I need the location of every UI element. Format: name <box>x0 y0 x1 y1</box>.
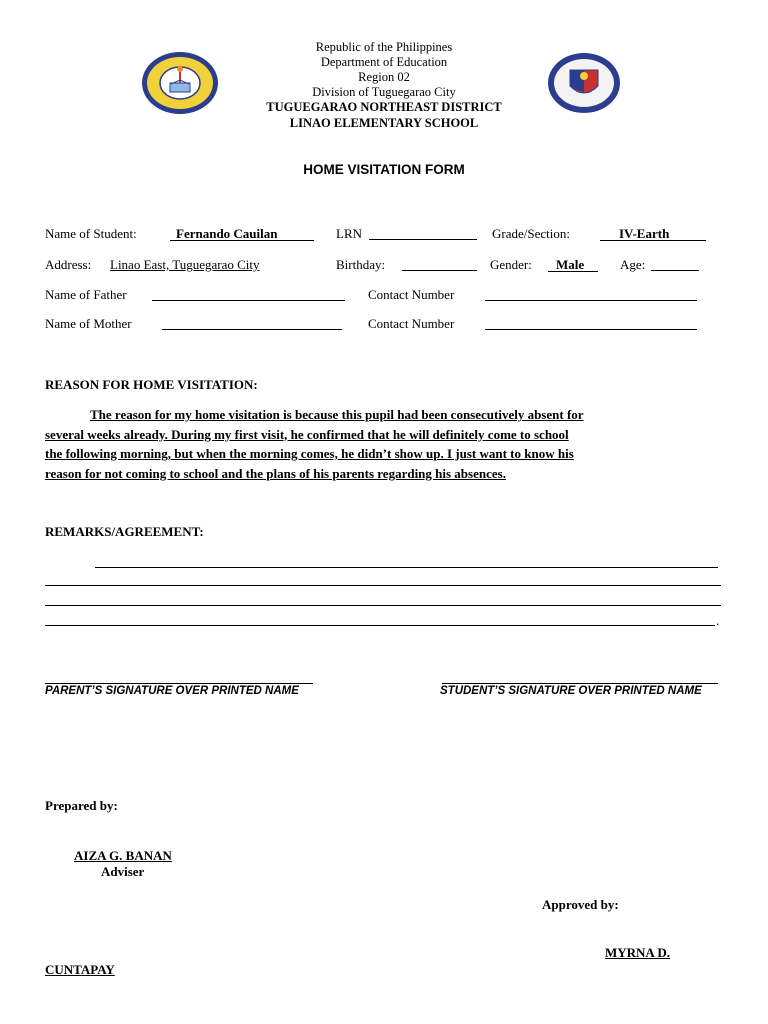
remarks-heading: REMARKS/AGREEMENT: <box>45 524 204 539</box>
reason-line: several weeks already. During my first visit, he confirmed that he will definitely come to school <box>45 426 569 442</box>
prepared-role: Adviser <box>101 864 145 879</box>
mother-label: Name of Mother <box>45 316 132 331</box>
remarks-line <box>95 567 718 568</box>
parent-signature-label: PARENT’S SIGNATURE OVER PRINTED NAME <box>45 685 299 697</box>
reason-line: reason for not coming to school and the plans of his parents regarding his absences. <box>45 465 506 481</box>
remarks-line <box>45 585 721 586</box>
reason-heading: REASON FOR HOME VISITATION: <box>45 377 258 392</box>
header-division: Division of Tuguegarao City <box>312 85 456 99</box>
reason-line: the following morning, but when the morning comes, he didn’t show up. I just want to know his <box>45 446 574 461</box>
contact-label-2: Contact Number <box>368 316 455 331</box>
address-label: Address: <box>45 257 92 272</box>
header-district: TUGUEGARAO NORTHEAST DISTRICT <box>266 100 502 114</box>
approved-label: Approved by: <box>542 897 619 912</box>
gender-value: Male <box>556 257 585 272</box>
header-region: Region 02 <box>358 70 410 84</box>
prepared-name: AIZA G. BANAN <box>74 848 172 863</box>
form-title: HOME VISITATION FORM <box>303 162 465 177</box>
remarks-line <box>45 625 715 626</box>
student-value: Fernando Cauilan <box>176 226 278 241</box>
header-republic: Republic of the Philippines <box>315 40 453 54</box>
student-signature-label: STUDENT’S SIGNATURE OVER PRINTED NAME <box>440 685 702 697</box>
birthday-label: Birthday: <box>336 257 386 272</box>
father-label: Name of Father <box>45 287 127 302</box>
grade-label: Grade/Section: <box>492 226 570 241</box>
student-label: Name of Student: <box>45 226 137 241</box>
contact-label-1: Contact Number <box>368 287 455 302</box>
approved-name-part1: MYRNA D. <box>605 945 670 960</box>
reason-paragraph <box>45 405 725 483</box>
approved-name-part2: CUNTAPAY <box>45 962 115 977</box>
gender-label: Gender: <box>490 257 532 272</box>
age-label: Age: <box>620 257 646 272</box>
student-signature-line <box>442 683 718 684</box>
header-department: Department of Education <box>320 55 448 69</box>
parent-signature-line <box>45 683 313 684</box>
reason-line: The reason for my home visitation is because this pupil had been consecutively absent for <box>90 407 584 422</box>
grade-value: IV-Earth <box>619 226 670 241</box>
remarks-line <box>45 605 721 606</box>
prepared-label: Prepared by: <box>45 798 118 813</box>
address-value: Linao East, Tuguegarao City <box>110 257 260 272</box>
header-school: LINAO ELEMENTARY SCHOOL <box>289 116 479 130</box>
lrn-label: LRN <box>336 226 362 241</box>
